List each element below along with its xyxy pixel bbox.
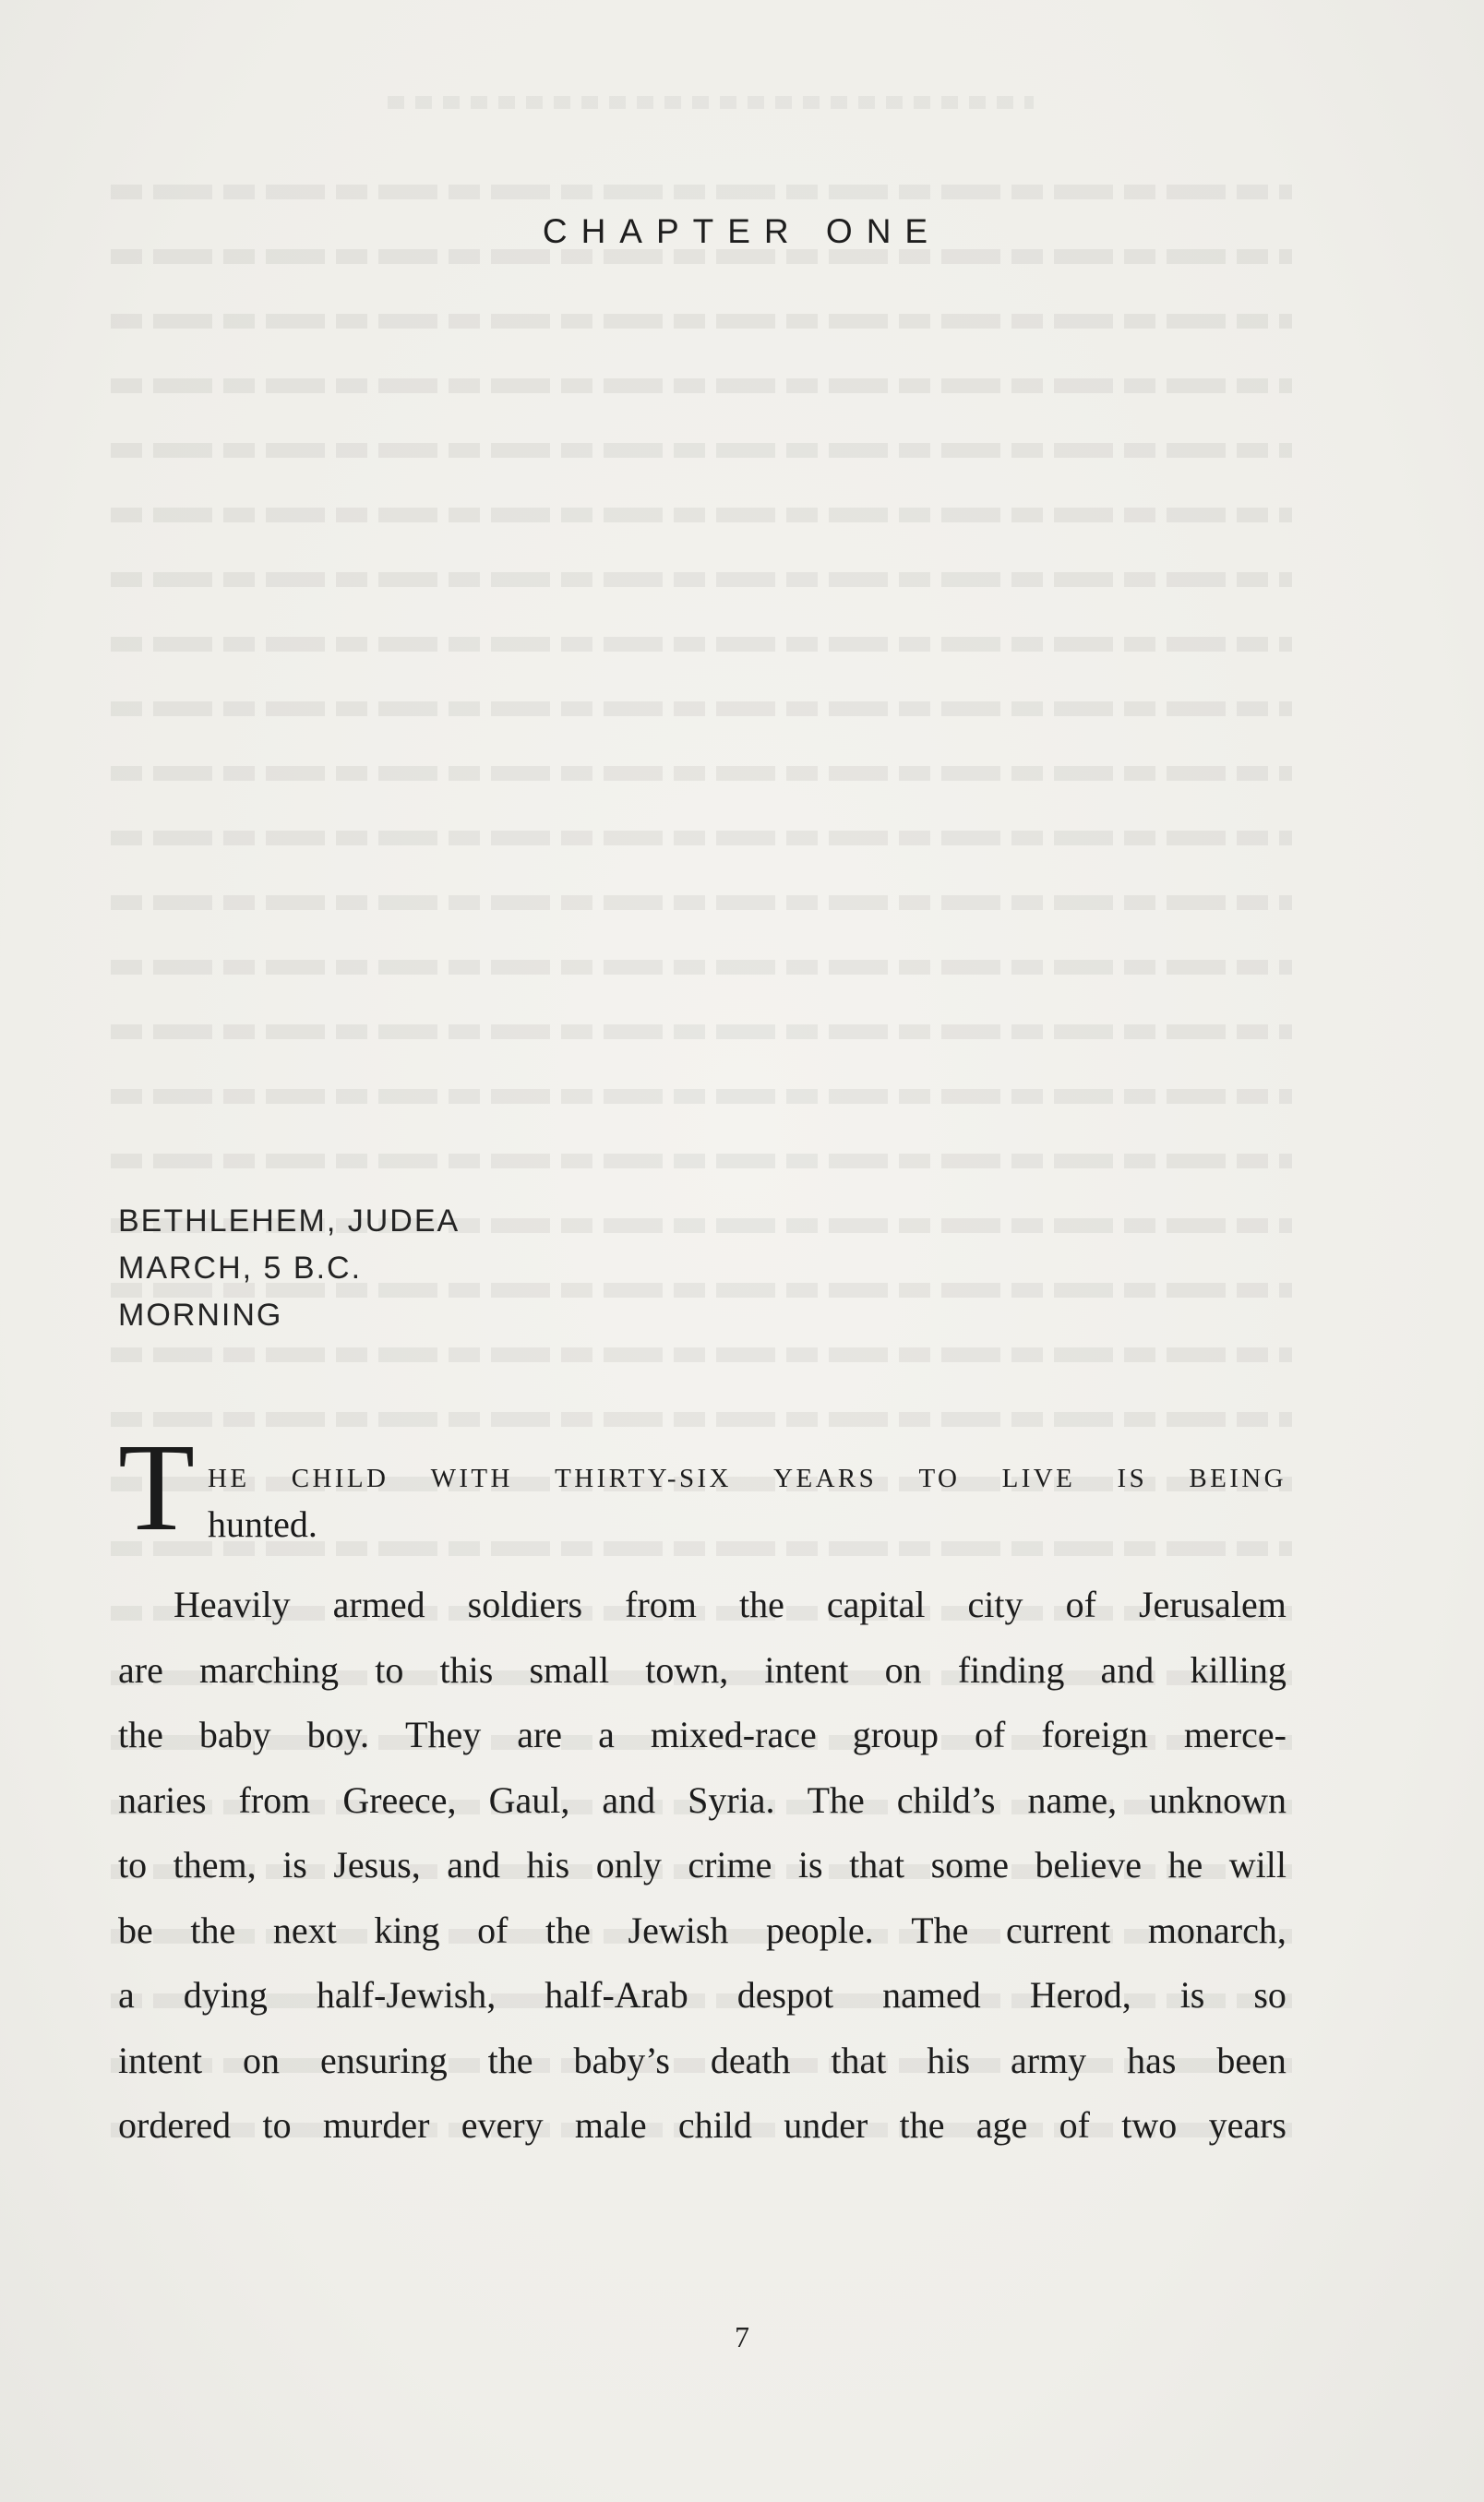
small-caps-word: THIRTY-SIX [555, 1464, 732, 1493]
dateline-place: BETHLEHEM, JUDEA [118, 1203, 461, 1239]
small-caps-word: HE [208, 1464, 250, 1493]
drop-cap: T [118, 1419, 196, 1557]
small-caps-word: IS [1117, 1464, 1148, 1493]
text-line: the baby boy. They are a mixed-race group of foreign merce- [118, 1714, 1287, 1755]
opening-small-caps-line [208, 1464, 1287, 1494]
dateline-date: MARCH, 5 B.C. [118, 1251, 363, 1286]
text-line: a dying half-Jewish, half-Arab despot named Herod, is so [118, 1974, 1287, 2016]
small-caps-word: BEING [1189, 1464, 1287, 1493]
page-number: 7 [735, 2320, 749, 2353]
dateline-time: MORNING [118, 1298, 283, 1333]
show-through-running-head [388, 96, 1034, 109]
text-line: ordered to murder every male child under the age of two years [118, 2104, 1287, 2146]
opening-paragraph [118, 1419, 1287, 1573]
text-line: are marching to this small town, intent on finding and killing [118, 1648, 1287, 1691]
text-line: be the next king of the Jewish people. The current monarch, [118, 1909, 1287, 1951]
small-caps-word: CHILD [291, 1464, 389, 1493]
small-caps-word: TO [918, 1464, 961, 1493]
text-line: naries from Greece, Gaul, and Syria. The child’s name, unknown [118, 1778, 1287, 1821]
small-caps-word: LIVE [1001, 1464, 1076, 1493]
chapter-title: CHAPTER ONE [542, 212, 942, 250]
text-line: Heavily armed soldiers from the capital city of Jerusalem [174, 1584, 1287, 1625]
small-caps-word: WITH [430, 1464, 513, 1493]
text-line: to them, is Jesus, and his only crime is that some believe he will [118, 1844, 1287, 1885]
body-paragraph [118, 1573, 1287, 2159]
opening-continuation: hunted. [208, 1503, 317, 1545]
dateline [118, 1198, 460, 1339]
text-line: intent on ensuring the baby’s death that his army has been [118, 2039, 1287, 2081]
chapter-body [118, 1419, 1287, 2159]
small-caps-word: YEARS [773, 1464, 878, 1493]
